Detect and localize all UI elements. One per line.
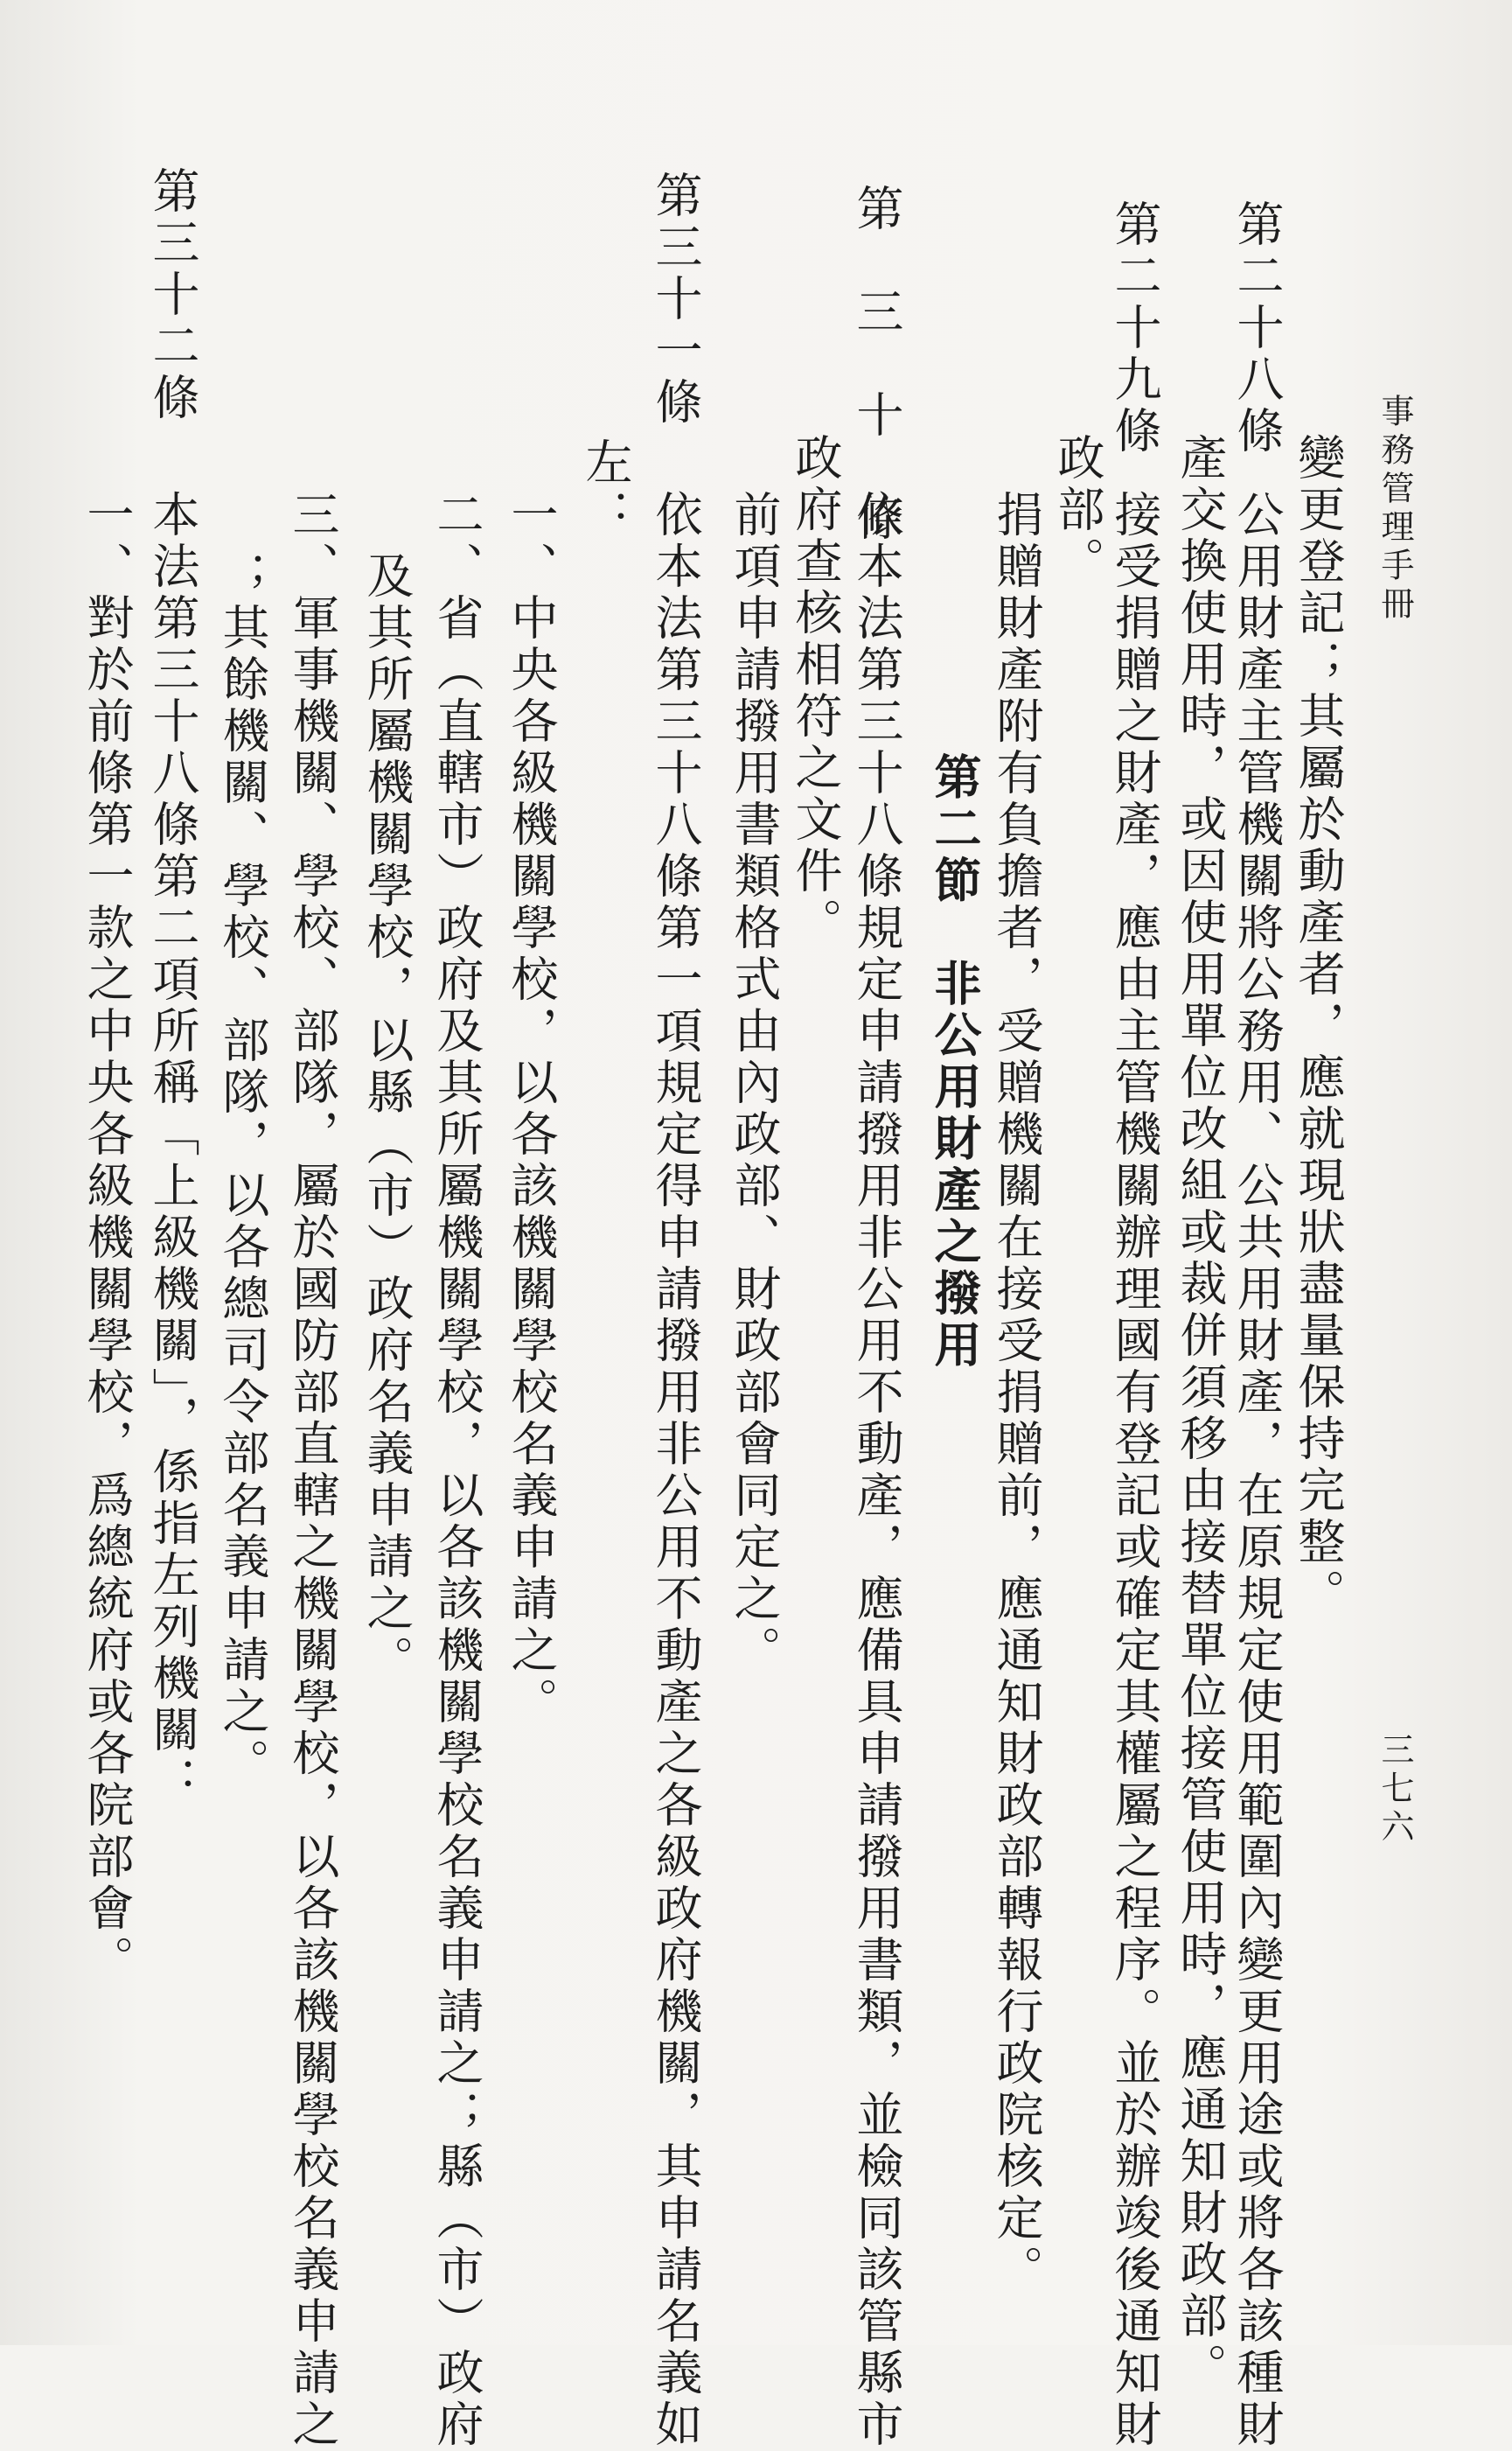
article-30-label: 第 三 十 條: [849, 184, 904, 545]
article-28-line-1: 變更登記；其屬於動產者，應就現狀盡量保持完整。: [1291, 433, 1346, 1620]
article-28-line-3: 產交換使用時，或因使用單位改組或裁併須移由接替單位接管使用時，應通知財政部。: [1173, 433, 1228, 2394]
article-30-line-2: 政府查核相符之文件。: [788, 433, 843, 949]
article-31-item-2: 二、省（直轄市）政府及其所屬機關學校，以各該機關學校名義申請之；縣（市）政府: [429, 490, 484, 2451]
article-29-line-3: 捐贈財產附有負擔者，受贈機關在接受捐贈前，應通知財政部轉報行政院核定。: [989, 490, 1044, 2296]
article-28-line-2: 公用財產主管機關將公務用、公共用財產，在原規定使用範圍內變更用途或將各該種財: [1230, 490, 1285, 2451]
article-29-line-1: 接受捐贈之財產，應由主管機關辦理國有登記或確定其權屬之程序。並於辦竣後通知財: [1107, 490, 1162, 2451]
section-heading: 第二節 非公用財產之撥用: [927, 752, 983, 1372]
article-32-label: 第三十二條: [145, 166, 200, 424]
article-29-line-2: 政部。: [1050, 433, 1105, 588]
article-32-item-1: 一、對於前條第一款之中央各級機關學校，爲總統府或各院部會。: [80, 490, 135, 1987]
article-31-label: 第三十一條: [648, 171, 703, 429]
article-30-line-3: 前項申請撥用書類格式由內政部、財政部會同定之。: [727, 490, 782, 1677]
article-31-item-2-cont: 及其所屬機關學校，以縣（市）政府名義申請之。: [359, 551, 415, 1686]
book-title: 事務管理手冊: [1376, 394, 1414, 625]
article-31-item-3: 三、軍事機關、學校、部隊，屬於國防部直轄之機關學校，以各該機關學校名義申請之: [285, 490, 340, 2451]
article-32-line-1: 本法第三十八條第二項所稱「上級機關」，係指左列機關：: [145, 490, 200, 1808]
article-29-label: 第二十九條: [1107, 199, 1162, 457]
article-28-label: 第二十八條: [1230, 199, 1285, 457]
article-31-line-2: 左：: [578, 437, 633, 541]
article-31-line-1: 依本法第三十八條第一項規定得申請撥用非公用不動產之各級政府機關，其申請名義如: [648, 490, 703, 2451]
article-30-line-1: 依本法第三十八條規定申請撥用非公用不動產，應備具申請撥用書類，並檢同該管縣市: [849, 490, 904, 2451]
article-31-item-3-cont: ；其餘機關、學校、部隊，以各總司令部名義申請之。: [215, 551, 270, 1790]
article-31-item-1: 一、中央各級機關學校，以各該機關學校名義申請之。: [504, 490, 559, 1728]
page-number: 三七六: [1376, 1732, 1414, 1847]
